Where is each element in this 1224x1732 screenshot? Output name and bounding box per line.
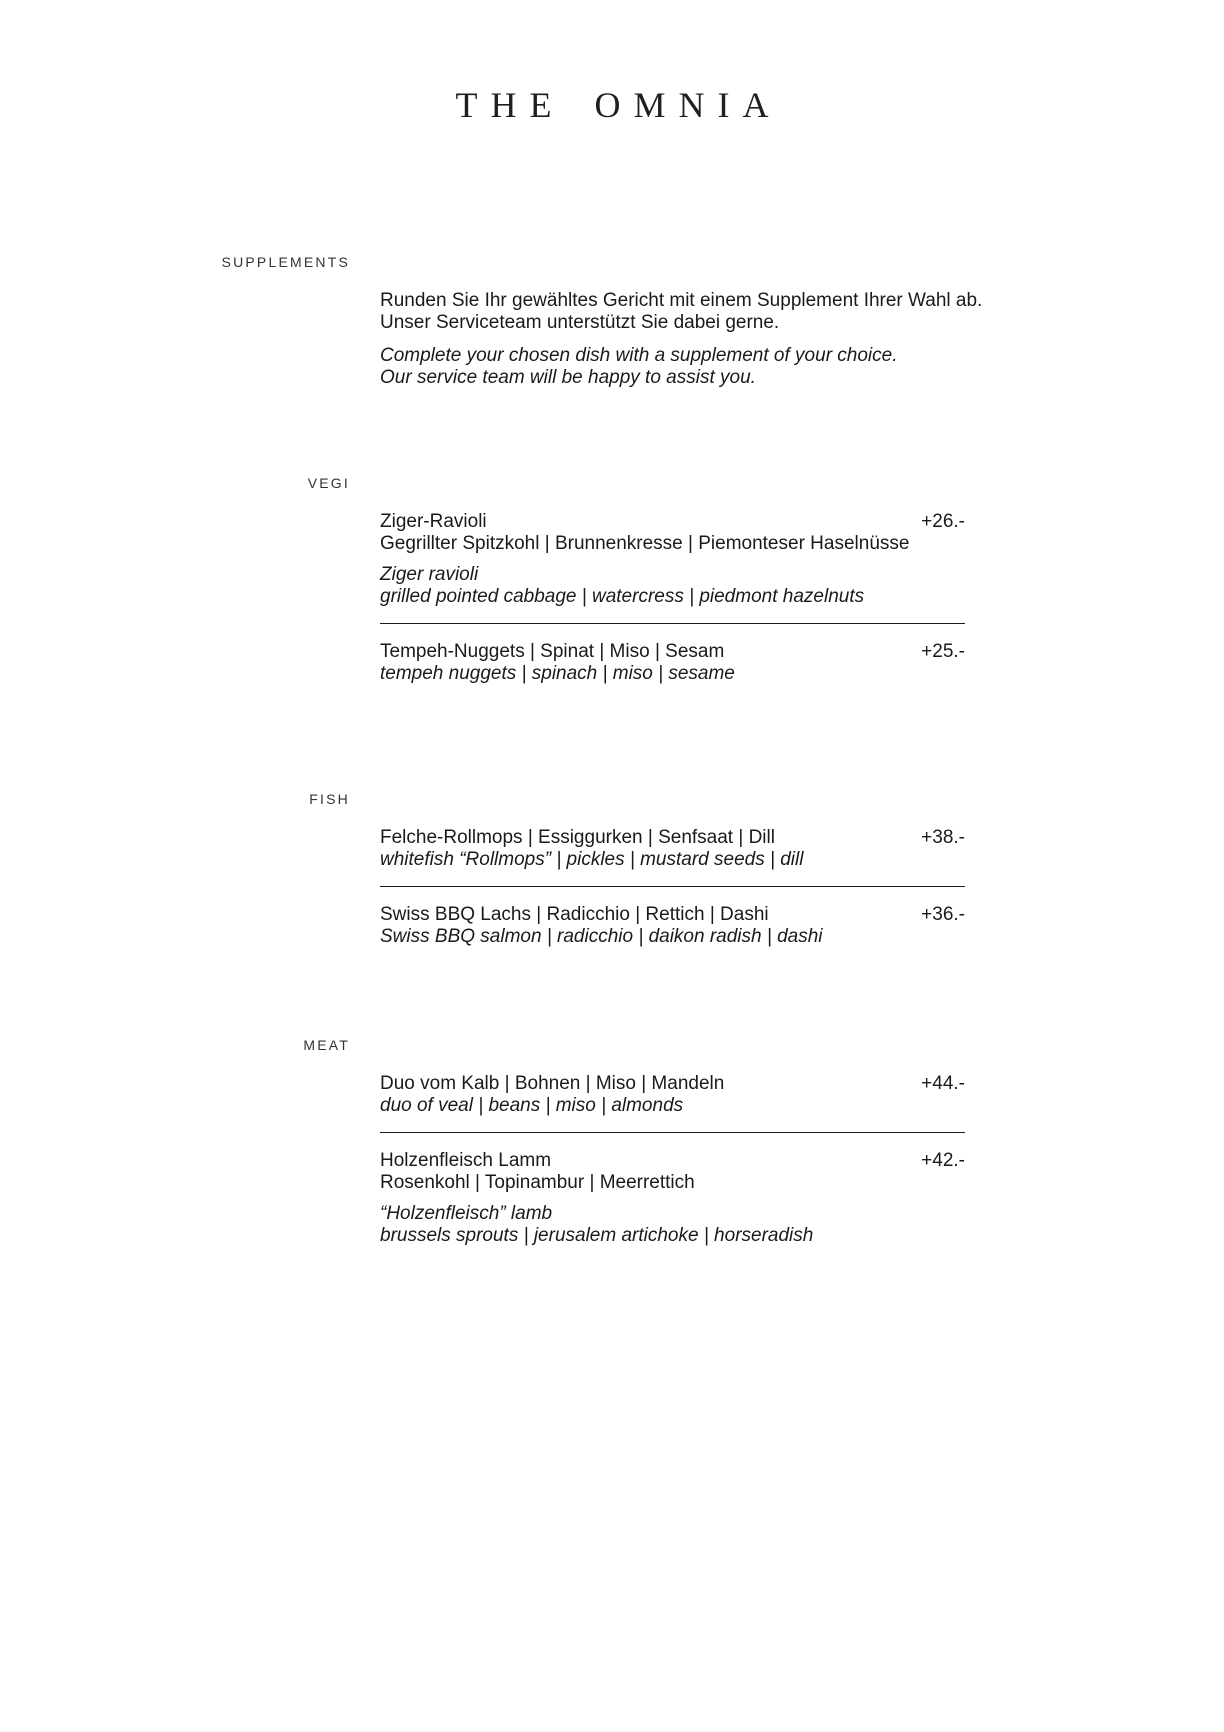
- dish-price: +26.-: [921, 511, 965, 532]
- dish-duo-vom-kalb: [380, 1073, 965, 1117]
- dish-ingredients-de: Gegrillter Spitzkohl | Brunnenkresse | Piemonteser Haselnüsse: [380, 533, 910, 554]
- intro-text-line: Unser Serviceteam unterstützt Sie dabei gerne.: [380, 312, 780, 333]
- dish-price: +38.-: [921, 827, 965, 848]
- section-meat: [0, 1035, 965, 1247]
- section-fish: [0, 789, 965, 948]
- dish-ingredients-en: brussels sprouts | jerusalem artichoke | horseradish: [380, 1225, 814, 1246]
- dish-holzenfleisch-lamm: [380, 1150, 965, 1247]
- dish-name-de: Duo vom Kalb | Bohnen | Miso | Mandeln: [380, 1073, 725, 1094]
- dish-translation-en: [380, 564, 965, 608]
- dish-name-de: Tempeh-Nuggets | Spinat | Miso | Sesam: [380, 641, 725, 662]
- dish-name-en: Ziger ravioli: [380, 564, 479, 585]
- intro-text-line: Our service team will be happy to assist you.: [380, 367, 756, 388]
- dish-price: +25.-: [921, 641, 965, 662]
- section-supplements: [0, 252, 983, 389]
- dish-name-de: Swiss BBQ Lachs | Radicchio | Rettich | Dashi: [380, 904, 769, 925]
- dish-name-en: tempeh nuggets | spinach | miso | sesame: [380, 663, 735, 684]
- dish-name-en: whitefish “Rollmops” | pickles | mustard seeds | dill: [380, 849, 804, 870]
- supplements-intro-english: [380, 345, 965, 389]
- item-divider: [380, 886, 965, 887]
- dish-ingredients-de: Rosenkohl | Topinambur | Meerrettich: [380, 1172, 695, 1193]
- dish-ingredients-en: grilled pointed cabbage | watercress | piedmont hazelnuts: [380, 586, 865, 607]
- dish-name-en: “Holzenfleisch” lamb: [380, 1203, 553, 1224]
- dish-price: +36.-: [921, 904, 965, 925]
- item-divider: [380, 1132, 965, 1133]
- section-label-vegi: VEGI: [307, 475, 350, 491]
- intro-text-line: Complete your chosen dish with a supplement of your choice.: [380, 345, 898, 366]
- dish-translation-en: [380, 1203, 965, 1247]
- dish-name-en: Swiss BBQ salmon | radicchio | daikon radish | dashi: [380, 926, 823, 947]
- dish-name-en: duo of veal | beans | miso | almonds: [380, 1095, 684, 1116]
- item-divider: [380, 623, 965, 624]
- dish-name-de: Ziger-Ravioli: [380, 511, 487, 532]
- dish-swiss-bbq-lachs: [380, 904, 965, 948]
- section-label-fish: FISH: [309, 791, 350, 807]
- dish-price: +42.-: [921, 1150, 965, 1171]
- dish-ziger-ravioli: [380, 511, 965, 608]
- dish-price: +44.-: [921, 1073, 965, 1094]
- menu-content: [0, 252, 983, 1247]
- dish-name-de: Holzenfleisch Lamm: [380, 1150, 552, 1171]
- section-label-supplements: SUPPLEMENTS: [221, 254, 350, 270]
- restaurant-logo-title: THE OMNIA: [455, 85, 782, 125]
- section-label-meat: MEAT: [303, 1037, 350, 1053]
- dish-felche-rollmops: [380, 827, 965, 871]
- section-vegi: [0, 473, 965, 685]
- supplements-intro: [380, 290, 983, 389]
- dish-name-de: Felche-Rollmops | Essiggurken | Senfsaat | Dill: [380, 827, 775, 848]
- dish-tempeh-nuggets: [380, 641, 965, 685]
- supplements-intro-german: [380, 290, 983, 334]
- intro-text-line: Runden Sie Ihr gewähltes Gericht mit einem Supplement Ihrer Wahl ab.: [380, 290, 983, 311]
